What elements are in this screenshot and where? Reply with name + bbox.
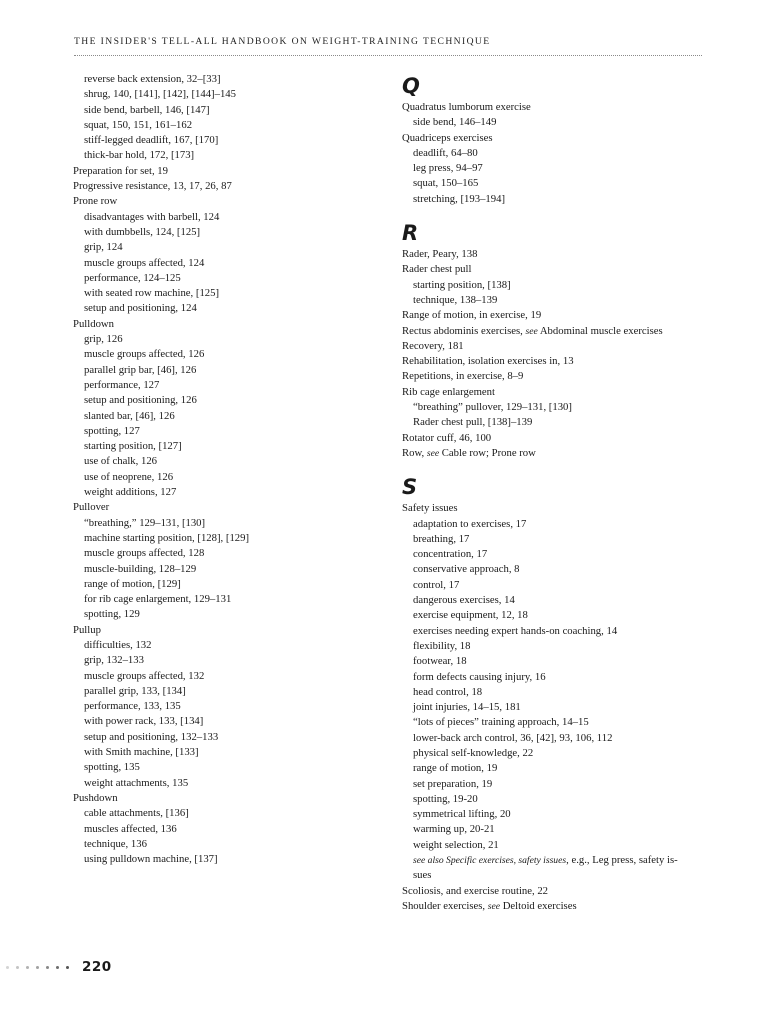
index-subentry: muscle-building, 128–129 xyxy=(84,562,197,575)
index-subentry: technique, 136 xyxy=(84,837,147,850)
section-q-entries xyxy=(402,100,722,207)
index-subentry: Rader chest pull, [138]–139 xyxy=(413,416,533,429)
index-entry: Prone row xyxy=(73,195,118,208)
index-entry-row xyxy=(402,446,722,461)
index-entry: Progressive resistance, 13, 17, 26, 87 xyxy=(73,180,232,193)
index-subentry: head control, 18 xyxy=(413,685,483,698)
index-subentry: performance, 124–125 xyxy=(84,271,181,284)
index-subentry: stiff-legged deadlift, 167, [170] xyxy=(84,134,219,147)
see-also-reference: see also Specific exercises, safety issues xyxy=(413,855,567,867)
index-subentry: physical self-knowledge, 22 xyxy=(413,746,534,759)
index-subentry: grip, 126 xyxy=(84,333,123,346)
index-entry: Rader chest pull xyxy=(402,263,472,276)
index-subentry: stretching, [193–194] xyxy=(413,192,506,205)
index-subentry: starting position, [138] xyxy=(413,278,511,291)
index-subentry: side bend, barbell, 146, [147] xyxy=(84,103,210,116)
folio-dot xyxy=(46,966,49,969)
folio-dot xyxy=(6,966,9,969)
index-subentry: muscle groups affected, 128 xyxy=(84,547,205,560)
index-subentry: adaptation to exercises, 17 xyxy=(413,517,527,530)
index-subentry: muscle groups affected, 132 xyxy=(84,669,205,682)
folio-dot xyxy=(26,966,29,969)
index-subentry: starting position, [127] xyxy=(84,440,182,453)
section-r-entries xyxy=(402,247,722,461)
header-rule xyxy=(74,55,702,56)
index-subentry: form defects causing injury, 16 xyxy=(413,670,546,683)
index-subentry: symmetrical lifting, 20 xyxy=(413,808,511,821)
index-entry: Repetitions, in exercise, 8–9 xyxy=(402,370,524,383)
index-subentry: cable attachments, [136] xyxy=(84,807,189,820)
index-subentry: setup and positioning, 126 xyxy=(84,394,197,407)
folio-dot xyxy=(66,966,69,969)
index-see-also-continued: sues xyxy=(413,869,432,882)
index-subentry: exercise equipment, 12, 18 xyxy=(413,609,528,622)
index-subentry: use of chalk, 126 xyxy=(84,455,158,468)
index-entry-rectus xyxy=(402,324,722,339)
index-entry: Range of motion, in exercise, 19 xyxy=(402,309,542,322)
index-subentry: shrug, 140, [141], [142], [144]–145 xyxy=(84,88,236,101)
index-subentry: machine starting position, [128], [129] xyxy=(84,531,250,544)
index-subentry: squat, 150, 151, 161–162 xyxy=(84,118,193,131)
index-subentry: flexibility, 18 xyxy=(413,639,471,652)
index-subentry: muscle groups affected, 126 xyxy=(84,348,205,361)
index-subentry: reverse back extension, 32–[33] xyxy=(84,73,221,85)
index-subentry: conservative approach, 8 xyxy=(413,563,520,576)
folio-dot xyxy=(36,966,39,969)
running-head: THE INSIDER'S TELL-ALL HANDBOOK ON WEIGHT-TRAINING TECHNIQUE xyxy=(74,36,491,47)
index-subentry: spotting, 129 xyxy=(84,608,140,621)
entry-term: Shoulder exercises, xyxy=(402,899,486,912)
index-entry: Rehabilitation, isolation exercises in, 13 xyxy=(402,355,574,368)
index-subentry: side bend, 146–149 xyxy=(413,116,497,129)
entry-term: Row, xyxy=(402,446,425,459)
see-reference: see xyxy=(426,447,440,459)
index-subentry: dangerous exercises, 14 xyxy=(413,594,515,607)
index-subentry: parallel grip bar, [46], 126 xyxy=(84,363,197,376)
index-subentry: with seated row machine, [125] xyxy=(84,287,220,300)
index-subentry: performance, 133, 135 xyxy=(84,700,181,713)
section-letter-s: S xyxy=(402,475,418,500)
index-subentry: with dumbbells, 124, [125] xyxy=(84,225,201,238)
index-entry: Pushdown xyxy=(73,791,118,804)
index-subentry: difficulties, 132 xyxy=(84,638,152,651)
index-entry: Pullover xyxy=(73,501,110,514)
index-subentry: setup and positioning, 124 xyxy=(84,302,197,315)
index-subentry: slanted bar, [46], 126 xyxy=(84,409,175,422)
index-subentry: weight selection, 21 xyxy=(413,838,499,851)
index-entry: Pulldown xyxy=(73,317,114,330)
see-also-text: , e.g., Leg press, safety is- xyxy=(566,854,678,867)
section-letter-q: Q xyxy=(402,74,420,98)
index-subentry: use of neoprene, 126 xyxy=(84,470,174,483)
section-letter-r: R xyxy=(402,221,419,246)
see-target: Abdominal muscle exercises xyxy=(537,324,663,337)
index-entry: Rib cage enlargement xyxy=(402,385,495,398)
index-subentry: range of motion, [129] xyxy=(84,577,181,590)
index-subentry: warming up, 20-21 xyxy=(413,823,495,836)
index-see-also xyxy=(402,853,722,868)
index-subentry: weight additions, 127 xyxy=(84,486,177,499)
index-subentry: grip, 132–133 xyxy=(84,654,144,667)
index-subentry: with power rack, 133, [134] xyxy=(84,715,204,728)
index-subentry: parallel grip, 133, [134] xyxy=(84,684,186,697)
index-subentry: weight attachments, 135 xyxy=(84,776,189,789)
index-entry: Rader, Peary, 138 xyxy=(402,248,478,261)
index-subentry: “breathing,” 129–131, [130] xyxy=(84,516,206,529)
index-subentry: thick-bar hold, 172, [173] xyxy=(84,149,195,162)
index-subentry: muscles affected, 136 xyxy=(84,822,177,835)
index-subentry: grip, 124 xyxy=(84,241,123,254)
index-entry: Recovery, 181 xyxy=(402,339,464,352)
index-subentry: set preparation, 19 xyxy=(413,777,493,790)
page-number: 220 xyxy=(82,959,112,975)
see-reference: see xyxy=(525,325,538,337)
index-subentry: exercises needing expert hands-on coaching, 14 xyxy=(413,624,618,637)
index-entry: Safety issues xyxy=(402,502,458,515)
index-subentry: squat, 150–165 xyxy=(413,177,479,190)
index-subentry: performance, 127 xyxy=(84,378,160,391)
index-entry: Quadratus lumborum exercise xyxy=(402,101,531,113)
see-target: Deltoid exercises xyxy=(500,899,577,912)
page-folio xyxy=(6,957,112,977)
index-subentry: lower-back arch control, 36, [42], 93, 106, 112 xyxy=(413,731,613,744)
index-subentry: for rib cage enlargement, 129–131 xyxy=(84,593,232,606)
see-target: Cable row; Prone row xyxy=(439,446,536,459)
index-subentry: spotting, 19-20 xyxy=(413,792,478,805)
index-subentry: with Smith machine, [133] xyxy=(84,746,199,759)
index-subentry: technique, 138–139 xyxy=(413,293,498,306)
index-column-right xyxy=(402,72,722,914)
index-subentry: spotting, 135 xyxy=(84,761,140,774)
section-s-entries xyxy=(402,501,722,853)
index-entry: Quadriceps exercises xyxy=(402,131,493,144)
index-subentry: disadvantages with barbell, 124 xyxy=(84,210,220,223)
index-subentry: concentration, 17 xyxy=(413,548,488,561)
index-subentry: footwear, 18 xyxy=(413,655,467,668)
entry-term: Rectus abdominis exercises, xyxy=(402,324,523,337)
index-subentry: using pulldown machine, [137] xyxy=(84,853,218,866)
index-subentry: joint injuries, 14–15, 181 xyxy=(413,701,521,714)
index-subentry: breathing, 17 xyxy=(413,532,470,545)
index-entry: Pullup xyxy=(73,623,101,636)
index-subentry: spotting, 127 xyxy=(84,424,140,437)
index-entry: Scoliosis, and exercise routine, 22 xyxy=(402,884,549,897)
index-subentry: deadlift, 64–80 xyxy=(413,146,478,159)
index-column-left xyxy=(73,72,393,867)
index-entry: Rotator cuff, 46, 100 xyxy=(402,431,492,444)
see-reference: see xyxy=(487,900,501,912)
index-subentry: leg press, 94–97 xyxy=(413,162,483,175)
index-subentry: muscle groups affected, 124 xyxy=(84,256,205,269)
index-entry: Preparation for set, 19 xyxy=(73,164,168,177)
index-subentry: “lots of pieces” training approach, 14–15 xyxy=(413,716,589,729)
index-subentry: setup and positioning, 132–133 xyxy=(84,730,219,743)
index-subentry: range of motion, 19 xyxy=(413,762,498,775)
folio-dot xyxy=(16,966,19,969)
index-subentry: “breathing” pullover, 129–131, [130] xyxy=(413,401,572,414)
index-subentry: control, 17 xyxy=(413,578,460,591)
index-entry-shoulder xyxy=(402,899,722,914)
folio-dot xyxy=(56,966,59,969)
